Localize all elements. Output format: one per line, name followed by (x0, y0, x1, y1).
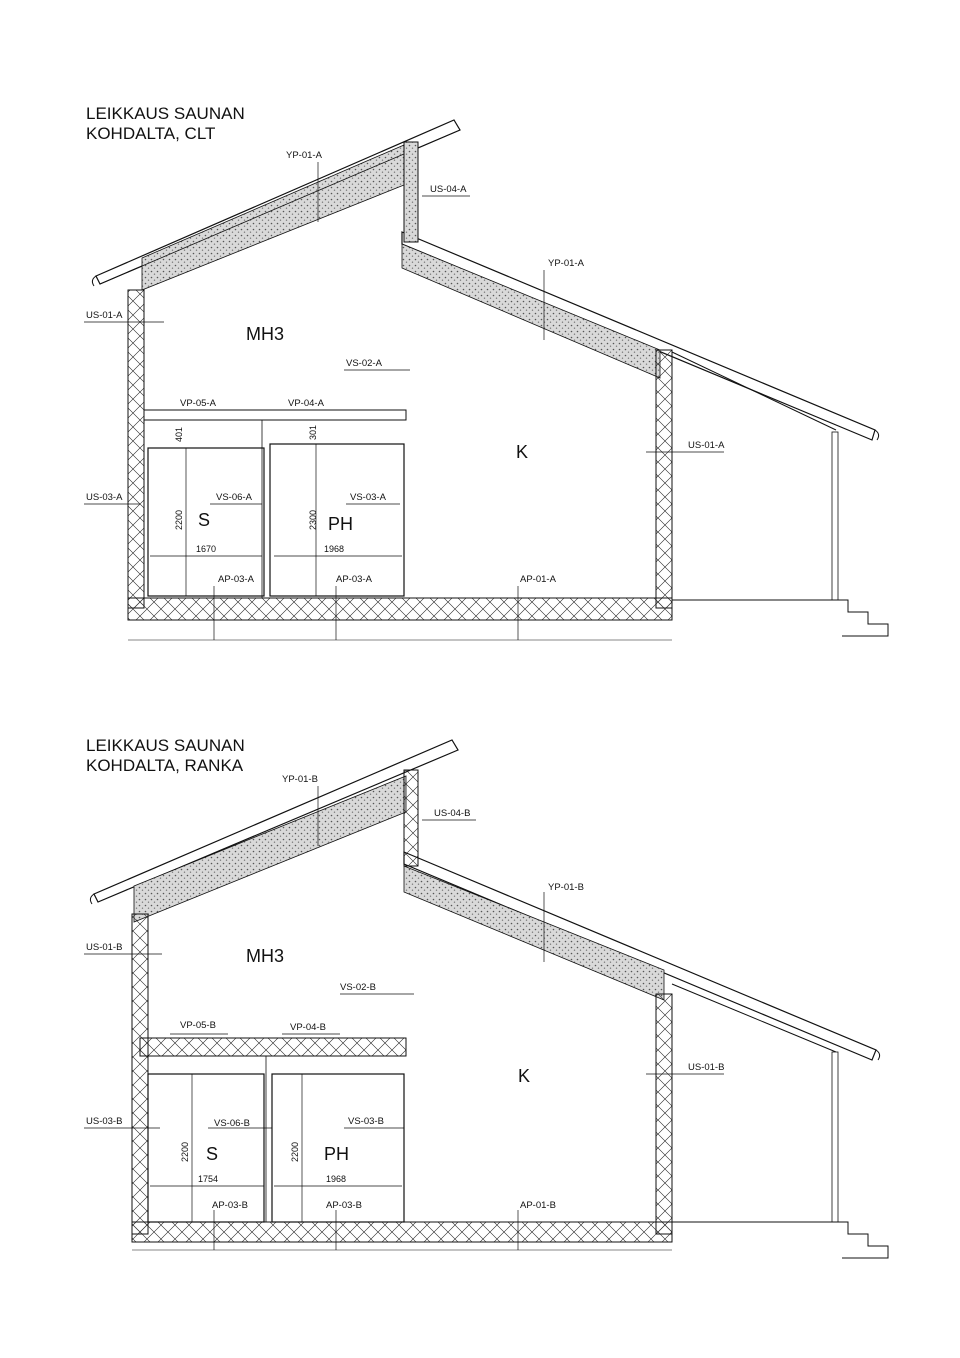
entrance-steps (672, 1222, 888, 1258)
dim-ph-height: 2200 (290, 1141, 300, 1162)
tag-vp-05: VP-05-B (180, 1020, 216, 1031)
dim-ph-width: 1968 (324, 544, 345, 554)
section-title-line: LEIKKAUS SAUNAN (86, 104, 245, 123)
section-title-line: KOHDALTA, RANKA (86, 756, 244, 775)
room-label-ph: PH (324, 1144, 350, 1164)
roof-upper (90, 740, 458, 922)
tag-vs-03: VS-03-B (348, 1116, 384, 1127)
tag-us-01-right: US-01-B (688, 1062, 725, 1073)
dim-height-301: 301 (308, 424, 318, 440)
tag-ap-01: AP-01-A (520, 574, 556, 585)
tag-vs-02: VS-02-A (346, 358, 382, 369)
section-title-line: LEIKKAUS SAUNAN (86, 736, 245, 755)
tag-us-04: US-04-A (430, 184, 467, 195)
tag-ap-01: AP-01-B (520, 1200, 556, 1211)
tag-vp-04: VP-04-A (288, 398, 324, 409)
room-label-mh: MH3 (246, 946, 285, 966)
tag-ap-03-ph: AP-03-A (336, 574, 372, 585)
tag-yp-01-upper: YP-01-A (286, 150, 322, 161)
tag-yp-01-lower: YP-01-B (548, 882, 584, 893)
tag-us-01-right: US-01-A (688, 440, 725, 451)
tag-vp-04: VP-04-B (290, 1022, 326, 1033)
tag-us-01-left: US-01-A (86, 310, 123, 321)
room-label-k: K (518, 1066, 531, 1086)
room-label-s: S (206, 1144, 219, 1164)
tag-vs-03: VS-03-A (350, 492, 386, 503)
room-label-s: S (198, 510, 211, 530)
roof-lower (404, 852, 880, 1060)
tag-yp-01-upper: YP-01-B (282, 774, 318, 785)
room-label-ph: PH (328, 514, 354, 534)
tag-ap-03-sauna: AP-03-A (218, 574, 254, 585)
dim-sauna-height: 2200 (180, 1141, 190, 1162)
sauna-ph-walls (148, 420, 404, 598)
section-title-line: KOHDALTA, CLT (86, 124, 216, 143)
entrance-steps (672, 600, 888, 636)
tag-vs-06: VS-06-B (214, 1118, 250, 1129)
section-drawing-b (0, 700, 960, 1358)
dim-sauna-width: 1670 (196, 544, 217, 554)
room-label-k: K (516, 442, 529, 462)
dim-ph-width: 1968 (326, 1174, 347, 1184)
sauna-ph-walls (148, 1056, 404, 1222)
dim-sauna-width: 1754 (198, 1174, 219, 1184)
tag-vs-06: VS-06-A (216, 492, 252, 503)
tag-vs-02: VS-02-B (340, 982, 376, 993)
tag-vp-05: VP-05-A (180, 398, 216, 409)
roof-lower (402, 232, 879, 440)
dim-sauna-height: 2200 (174, 509, 184, 530)
tag-ap-03-ph: AP-03-B (326, 1200, 362, 1211)
tag-us-04: US-04-B (434, 808, 471, 819)
tag-us-03: US-03-B (86, 1116, 123, 1127)
room-label-mh: MH3 (246, 324, 285, 344)
dim-ph-height: 2300 (308, 509, 318, 530)
tag-us-03: US-03-A (86, 492, 123, 503)
tag-ap-03-sauna: AP-03-B (212, 1200, 248, 1211)
dim-height-401: 401 (174, 426, 184, 442)
tag-us-01-left: US-01-B (86, 942, 123, 953)
tag-yp-01-lower: YP-01-A (548, 258, 584, 269)
